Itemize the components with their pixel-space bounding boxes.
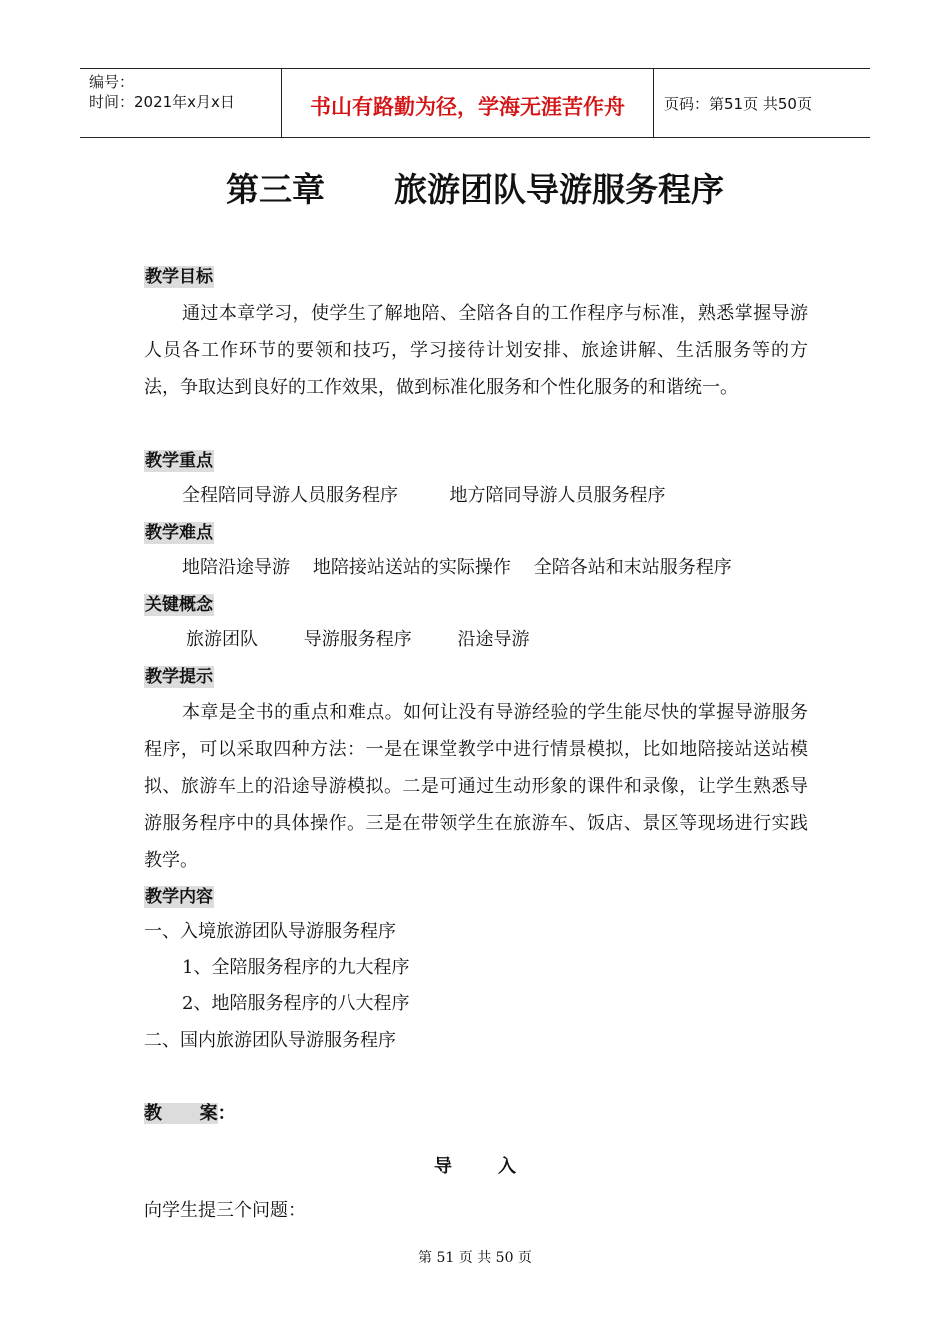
lesson-plan-colon: ：	[217, 1103, 236, 1124]
section-heading-key: 教学重点	[145, 451, 213, 471]
section-text-concepts: 旅游团队 导游服务程序 沿途导游	[186, 629, 530, 650]
intro-heading: 导入	[434, 1156, 562, 1177]
lesson-plan-label: 教 案	[144, 1103, 218, 1124]
chapter-title: 第三章 旅游团队导游服务程序	[226, 170, 724, 209]
section-heading-tips: 教学提示	[145, 667, 213, 687]
content-item: 2、地陪服务程序的八大程序	[182, 993, 410, 1014]
header-meta-cell	[80, 69, 282, 137]
header-page-cell	[654, 69, 870, 137]
header-motto: 书山有路勤为径，学海无涯苦作舟	[310, 95, 625, 119]
section-heading-content: 教学内容	[145, 887, 213, 907]
section-heading-goal: 教学目标	[145, 267, 213, 287]
section-text-key: 全程陪同导游人员服务程序 地方陪同导游人员服务程序	[182, 485, 666, 506]
header-page-info: 页码：第51页 共50页	[664, 95, 812, 113]
section-text-goal: 通过本章学习，使学生了解地陪、全陪各自的工作程序与标准，熟悉掌握导游人员各工作环节的要领和技巧，学习接待计划安排、旅途讲解、生活服务等的方法，争取达到良好的工作效果，做到标准化服务和个性化服务的和谐统一。	[144, 303, 808, 398]
question-line: 向学生提三个问题：	[144, 1200, 306, 1221]
page-footer: 第 51 页 共 50 页	[418, 1250, 532, 1266]
header-table	[80, 68, 870, 138]
content-item: 二、国内旅游团队导游服务程序	[144, 1030, 396, 1051]
content-item: 一、入境旅游团队导游服务程序	[144, 921, 396, 942]
section-text-tips: 本章是全书的重点和难点。如何让没有导游经验的学生能尽快的掌握导游服务程序，可以采取四种方法：一是在课堂教学中进行情景模拟，比如地陪接站送站模拟、旅游车上的沿途导游模拟。二是可通过生动形象的课件和录像，让学生熟悉导游服务程序中的具体操作。三是在带领学生在旅游车、饭店、景区等现场进行实践教学。	[144, 702, 808, 871]
section-text-difficult: 地陪沿途导游 地陪接站送站的实际操作 全陪各站和末站服务程序	[182, 557, 732, 578]
section-heading-concepts: 关键概念	[145, 595, 213, 615]
document-number-label: 编号：	[89, 73, 135, 91]
lesson-plan-heading	[144, 1102, 236, 1126]
content-item: 1、全陪服务程序的九大程序	[182, 957, 410, 978]
header-motto-cell	[282, 69, 654, 137]
document-date-label: 时间：2021年x月x日	[89, 93, 235, 111]
section-heading-difficult: 教学难点	[145, 523, 213, 543]
